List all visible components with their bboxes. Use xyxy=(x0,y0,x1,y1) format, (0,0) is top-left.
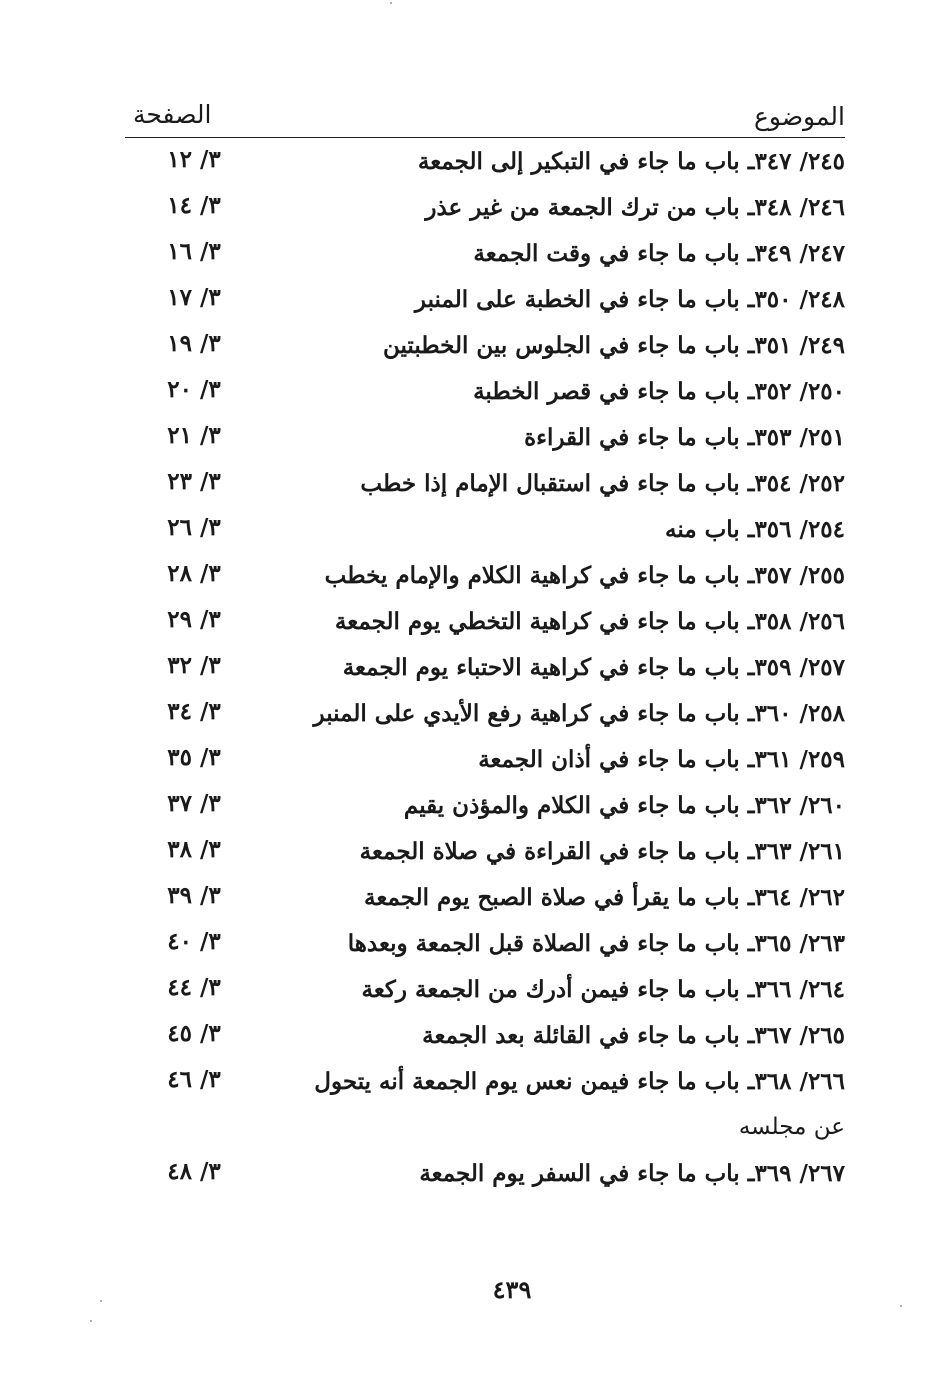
page-number: ٤٣٩ xyxy=(492,1275,532,1304)
entry-page: ٣/ ١٢ xyxy=(167,146,221,173)
index-row xyxy=(125,142,845,188)
header-rule xyxy=(125,137,845,138)
index-row xyxy=(125,602,845,648)
entry-page: ٣/ ٣٢ xyxy=(167,652,221,679)
entry-topic: ٢٤٨/ ٣٥٠ـ باب ما جاء في الخطبة على المنبر xyxy=(414,286,845,313)
index-row xyxy=(125,924,845,970)
entry-page: ٣/ ٢١ xyxy=(167,422,221,449)
scan-speck xyxy=(390,2,392,4)
entry-page: ٣/ ٢٦ xyxy=(167,514,221,541)
scan-speck xyxy=(90,1320,92,1322)
index-row-continuation xyxy=(125,1108,845,1154)
entry-page: ٣/ ٤٤ xyxy=(167,974,221,1001)
entry-topic: ٢٦٦/ ٣٦٨ـ باب ما جاء فيمن نعس يوم الجمعة أنه يتحول xyxy=(314,1068,845,1095)
index-row xyxy=(125,1062,845,1108)
entry-page: ٣/ ١٦ xyxy=(167,238,221,265)
entry-topic: ٢٥٧/ ٣٥٩ـ باب ما جاء في كراهية الاحتباء يوم الجمعة xyxy=(342,654,845,681)
entry-topic: ٢٦٧/ ٣٦٩ـ باب ما جاء في السفر يوم الجمعة xyxy=(419,1160,845,1187)
index-row xyxy=(125,832,845,878)
entry-page: ٣/ ٢٩ xyxy=(167,606,221,633)
entry-page: ٣/ ٣٤ xyxy=(167,698,221,725)
index-row xyxy=(125,1016,845,1062)
entry-topic: ٢٦٤/ ٣٦٦ـ باب ما جاء فيمن أدرك من الجمعة ركعة xyxy=(361,976,845,1003)
entry-topic: ٢٥٠/ ٣٥٢ـ باب ما جاء في قصر الخطبة xyxy=(473,378,845,405)
entry-page: ٣/ ٤٥ xyxy=(167,1020,221,1047)
entry-topic: ٢٤٥/ ٣٤٧ـ باب ما جاء في التبكير إلى الجمعة xyxy=(417,148,845,175)
index-row xyxy=(125,1154,845,1200)
index-row xyxy=(125,234,845,280)
index-list xyxy=(125,142,845,1200)
entry-topic: ٢٦٢/ ٣٦٤ـ باب ما يقرأ في صلاة الصبح يوم الجمعة xyxy=(364,884,845,911)
index-row xyxy=(125,464,845,510)
entry-topic: ٢٥٨/ ٣٦٠ـ باب ما جاء في كراهية رفع الأيدي على المنبر xyxy=(313,700,845,727)
scan-speck xyxy=(900,1305,902,1307)
entry-page: ٣/ ٢٠ xyxy=(167,376,221,403)
index-row xyxy=(125,510,845,556)
index-row xyxy=(125,280,845,326)
entry-topic: ٢٥٤/ ٣٥٦ـ باب منه xyxy=(665,516,845,543)
entry-page: ٣/ ٣٥ xyxy=(167,744,221,771)
index-row xyxy=(125,694,845,740)
entry-topic: ٢٥٩/ ٣٦١ـ باب ما جاء في أذان الجمعة xyxy=(478,746,845,773)
entry-page: ٣/ ١٧ xyxy=(167,284,221,311)
entry-page: ٣/ ٣٩ xyxy=(167,882,221,909)
entry-page: ٣/ ٢٣ xyxy=(167,468,221,495)
entry-topic: ٢٥١/ ٣٥٣ـ باب ما جاء في القراءة xyxy=(524,424,845,451)
entry-page: ٣/ ١٤ xyxy=(167,192,221,219)
index-row xyxy=(125,786,845,832)
index-row xyxy=(125,740,845,786)
entry-topic: ٢٦١/ ٣٦٣ـ باب ما جاء في القراءة في صلاة الجمعة xyxy=(359,838,845,865)
topic-column-header: الموضوع xyxy=(754,102,845,131)
entry-topic: ٢٤٧/ ٣٤٩ـ باب ما جاء في وقت الجمعة xyxy=(473,240,845,267)
entry-page: ٣/ ٣٨ xyxy=(167,836,221,863)
entry-topic: ٢٥٥/ ٣٥٧ـ باب ما جاء في كراهية الكلام والإمام يخطب xyxy=(324,562,845,589)
index-row xyxy=(125,188,845,234)
entry-page: ٣/ ٣٧ xyxy=(167,790,221,817)
entry-page: ٣/ ٤٦ xyxy=(167,1066,221,1093)
page-column-header: الصفحة xyxy=(133,100,212,129)
entry-topic: ٢٦٠/ ٣٦٢ـ باب ما جاء في الكلام والمؤذن يقيم xyxy=(403,792,845,819)
index-row xyxy=(125,878,845,924)
entry-topic: ٢٦٥/ ٣٦٧ـ باب ما جاء في القائلة بعد الجمعة xyxy=(422,1022,845,1049)
entry-topic: ٢٤٦/ ٣٤٨ـ باب من ترك الجمعة من غير عذر xyxy=(425,194,845,221)
entry-page: ٣/ ٤٠ xyxy=(167,928,221,955)
entry-page: ٣/ ٢٨ xyxy=(167,560,221,587)
entry-topic: ٢٦٣/ ٣٦٥ـ باب ما جاء في الصلاة قبل الجمعة وبعدها xyxy=(347,930,845,957)
index-row xyxy=(125,556,845,602)
entry-page: ٣/ ٤٨ xyxy=(167,1158,221,1185)
scan-speck xyxy=(100,1300,102,1302)
index-row xyxy=(125,372,845,418)
table-header xyxy=(125,100,845,138)
entry-topic: ٢٥٦/ ٣٥٨ـ باب ما جاء في كراهية التخطي يوم الجمعة xyxy=(334,608,845,635)
entry-topic: ٢٥٢/ ٣٥٤ـ باب ما جاء في استقبال الإمام إذا خطب xyxy=(360,470,845,497)
index-row xyxy=(125,648,845,694)
index-row xyxy=(125,326,845,372)
entry-topic: ٢٤٩/ ٣٥١ـ باب ما جاء في الجلوس بين الخطبتين xyxy=(382,332,845,359)
entry-topic: عن مجلسه xyxy=(738,1114,845,1140)
index-row xyxy=(125,418,845,464)
entry-page: ٣/ ١٩ xyxy=(167,330,221,357)
index-row xyxy=(125,970,845,1016)
